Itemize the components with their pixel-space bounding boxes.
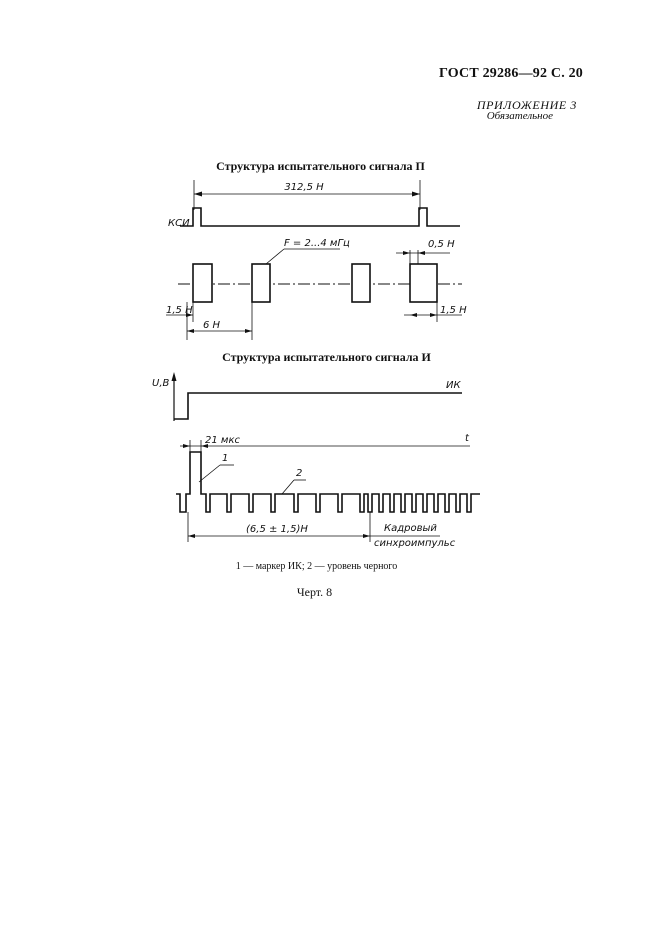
frequency-leader: [266, 249, 284, 264]
left-margin-label: 1,5 Н: [166, 305, 193, 316]
test-block-4: [410, 264, 437, 302]
arrow-left-icon: [188, 534, 195, 538]
ik-label: ИК: [446, 380, 461, 391]
arrow-in-left-icon: [403, 251, 410, 255]
callout-2-leader: [282, 480, 294, 494]
test-block-1: [193, 264, 212, 302]
diagram-p: [166, 180, 467, 340]
arrow-in-left-icon: [183, 444, 190, 448]
callout-1-label: 1: [222, 453, 229, 464]
y-axis-label: U,B: [152, 378, 170, 389]
document-reference: ГОСТ 29286—92 С. 20: [439, 66, 583, 81]
period-label: 312,5 Н: [284, 182, 324, 193]
appendix-title: ПРИЛОЖЕНИЕ 3: [476, 98, 577, 112]
duration-label: (6,5 ± 1,5)Н: [246, 524, 308, 535]
diagram-i: [152, 372, 480, 549]
ksi-signal-line: [180, 208, 460, 226]
right-margin-label: 1,5 Н: [440, 305, 467, 316]
arrow-right-icon: [412, 192, 420, 197]
sync-label-line-2: синхроимпульс: [374, 538, 456, 549]
arrow-right-icon: [245, 329, 252, 333]
x-axis-label: t: [465, 433, 469, 444]
ik-signal-line: [174, 393, 462, 419]
test-block-3: [352, 264, 370, 302]
arrow-right-icon: [430, 313, 437, 317]
figure-number: Черт. 8: [296, 585, 333, 599]
arrow-left-icon: [187, 329, 194, 333]
callout-2-label: 2: [296, 468, 303, 479]
appendix-status: Обязательное: [486, 110, 553, 122]
spacing-label: 6 Н: [203, 320, 221, 331]
block-width-label: 0,5 Н: [428, 239, 455, 250]
arrow-left-icon: [410, 313, 417, 317]
figure-p-title: Структура испытательного сигнала П: [216, 159, 425, 173]
arrow-left-icon: [194, 192, 202, 197]
sync-label-line-1: Кадровый: [384, 523, 437, 534]
y-axis-arrow-icon: [172, 372, 177, 381]
test-block-2: [252, 264, 270, 302]
figure-i-title: Структура испытательного сигнала И: [222, 350, 431, 364]
frequency-label: F = 2...4 мГц: [284, 238, 350, 249]
ksi-label: КСИ: [168, 218, 190, 229]
callout-1-leader: [199, 465, 220, 482]
figure-caption: 1 — маркер ИК; 2 — уровень черного: [235, 561, 398, 572]
arrow-in-right-icon: [418, 251, 425, 255]
marker-width-label: 21 мкс: [205, 435, 240, 446]
arrow-right-icon: [363, 534, 370, 538]
